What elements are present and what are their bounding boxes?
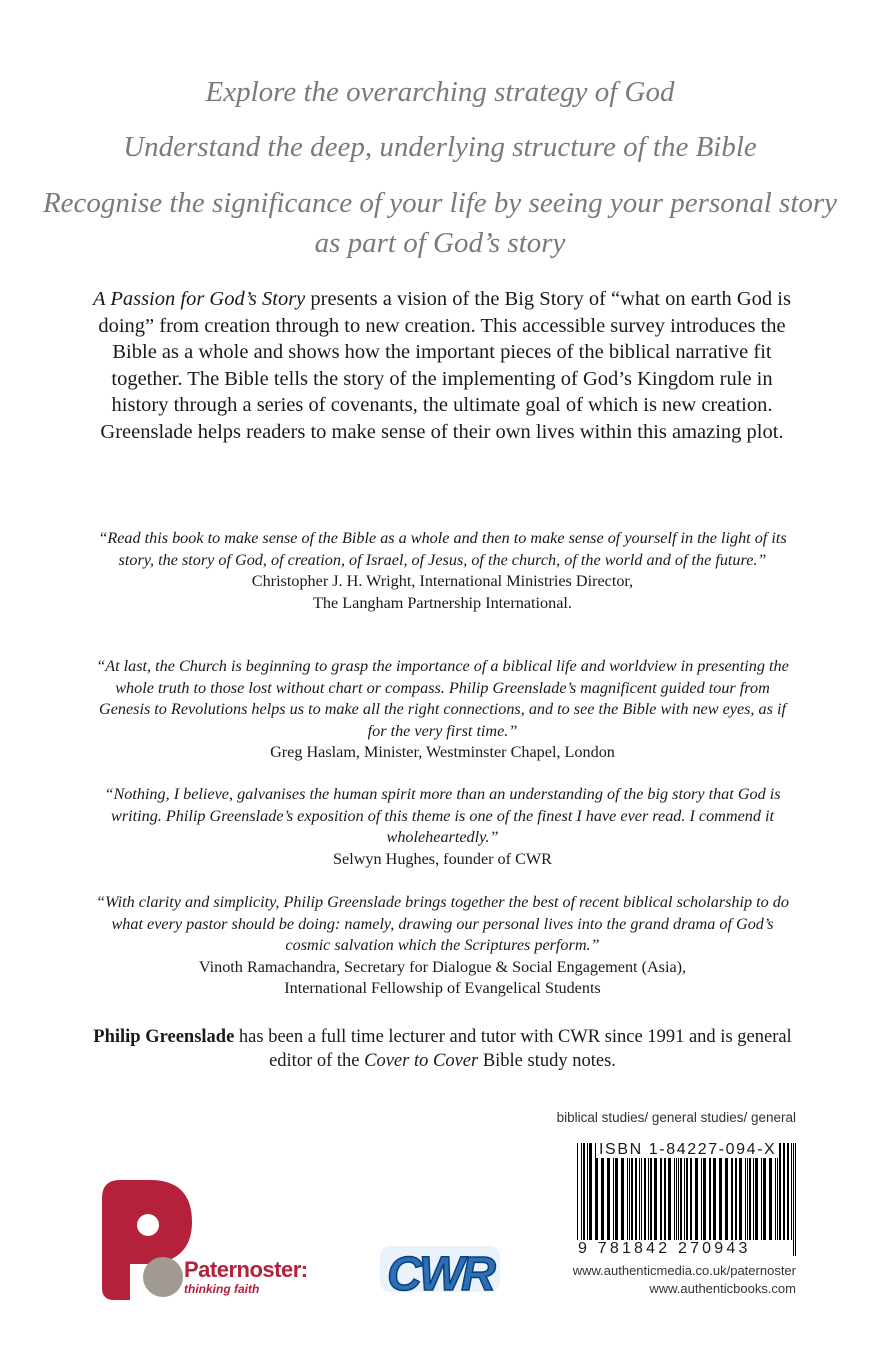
website-link-authenticbooks[interactable]: www.authenticbooks.com bbox=[649, 1281, 796, 1296]
isbn-number: ISBN 1-84227-094-X bbox=[596, 1141, 779, 1158]
quote-text: “At last, the Church is beginning to grasp the importance of a biblical life and worldview in presenting the whole truth to those lost without chart or compass. Philip Greenslade’s magnificent guided tour from Genesis to Revolutions helps us to make all the right connections, and to see the Bible with new eyes, as if for the very first time.” bbox=[96, 657, 789, 740]
quote-author: Selwyn Hughes, founder of CWR bbox=[333, 849, 552, 868]
barcode-bar bbox=[581, 1143, 582, 1240]
website-link-authenticmedia[interactable]: www.authenticmedia.co.uk/paternoster bbox=[572, 1263, 796, 1278]
barcode-bar bbox=[583, 1143, 585, 1240]
tagline-1: Explore the overarching strategy of God bbox=[205, 76, 675, 108]
endorsement-wright bbox=[90, 528, 795, 614]
endorsement-haslam bbox=[90, 656, 795, 764]
paternoster-white-dot bbox=[137, 1214, 159, 1236]
tagline-2: Understand the deep, underlying structure of the Bible bbox=[123, 131, 757, 163]
barcode-bar bbox=[587, 1143, 588, 1240]
series-title: Cover to Cover bbox=[364, 1051, 479, 1071]
paternoster-name: Paternoster: bbox=[184, 1257, 308, 1282]
quote-author: Vinoth Ramachandra, Secretary for Dialogue & Social Engagement (Asia), bbox=[198, 957, 687, 976]
bio-text-1: has been a full time lecturer and tutor with CWR since 1991 and is general editor of the bbox=[234, 1027, 792, 1071]
quote-text: “Read this book to make sense of the Bible as a whole and then to make sense of yourself in the light of its story, the story of God, of creation, of Israel, of Jesus, of the church, of the world and of the future.” bbox=[98, 529, 787, 569]
barcode-bar bbox=[783, 1143, 785, 1240]
tagline-3: Recognise the significance of your life by seeing your personal story as part of God’s story bbox=[42, 187, 838, 259]
intro-paragraph bbox=[92, 286, 792, 445]
subject-categories: biblical studies/ general studies/ general bbox=[556, 1110, 796, 1125]
cwr-logo-text: CWR bbox=[387, 1248, 493, 1298]
quote-author: Christopher J. H. Wright, International Ministries Director, bbox=[251, 572, 634, 590]
bio-text-2: Bible study notes. bbox=[478, 1051, 616, 1071]
quote-text: “With clarity and simplicity, Philip Greenslade brings together the best of recent biblical scholarship to do what every pastor should be doing: namely, drawing our personal lives into the grand drama of God’s cosmic salvation which the Scriptures perform.” bbox=[96, 893, 789, 954]
author-bio bbox=[90, 1025, 795, 1073]
ean-text: 9 781842 270943 bbox=[578, 1240, 751, 1257]
cwr-logo bbox=[378, 1240, 502, 1298]
book-title: A Passion for God’s Story bbox=[93, 288, 306, 310]
paternoster-grey-dot bbox=[143, 1257, 183, 1297]
ean-digits bbox=[577, 1240, 796, 1257]
paternoster-tagline: thinking faith bbox=[184, 1282, 260, 1296]
endorsement-ramachandra bbox=[90, 892, 795, 1000]
barcode-bar bbox=[589, 1143, 592, 1240]
quote-text: “Nothing, I believe, galvanises the human spirit more than an understanding of the big story that God is writing. Philip Greenslade’s exposition of this theme is one of the finest I have ever read. I commend it wholeheartedly.” bbox=[104, 785, 781, 846]
intro-body: presents a vision of the Big Story of “what on earth God is doing” from creation through to new creation. This accessible survey introduces the Bible as a whole and shows how the important pieces of the biblical narrative fit together. The Bible tells the story of the implementing of God’s Kingdom rule in history through a series of covenants, the ultimate goal of which is new creation. Greenslade helps readers to make sense of their own lives within this amazing plot. bbox=[98, 288, 791, 443]
quote-author: Greg Haslam, Minister, Westminster Chapel, London bbox=[270, 743, 615, 761]
quote-author-org: International Fellowship of Evangelical Students bbox=[284, 979, 601, 997]
endorsement-hughes bbox=[90, 784, 795, 870]
author-name: Philip Greenslade bbox=[93, 1027, 235, 1047]
paternoster-logo bbox=[102, 1180, 352, 1300]
quote-author-org: The Langham Partnership International. bbox=[313, 593, 572, 612]
barcode-bar bbox=[791, 1143, 792, 1240]
barcode-bar bbox=[787, 1143, 789, 1240]
